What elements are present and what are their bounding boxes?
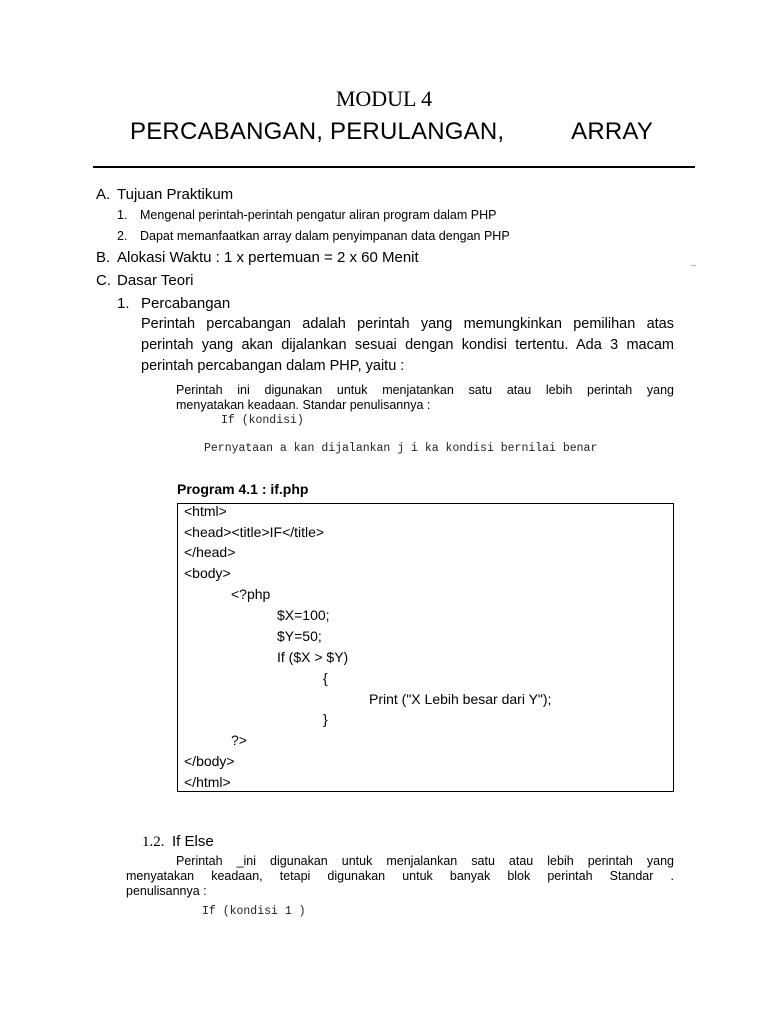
paragraph-line: menyatakan keadaan, tetapi digunakan untuk banyak blok perintah Standar .: [126, 869, 674, 883]
paragraph-line: perintah yang akan dijalankan sesuai dengan kondisi tertentu. Ada 3 macam: [141, 337, 674, 353]
code-line: $Y=50;: [277, 628, 322, 644]
if-description: [176, 383, 674, 413]
if-statement-note: Pernyataan a kan dijalankan j i ka kondisi bernilai benar: [204, 442, 598, 455]
paragraph-line: perintah percabangan dalam PHP, yaitu :: [141, 358, 405, 374]
code-line: Print ("X Lebih besar dari Y");: [369, 691, 552, 707]
subsection-number: 1.2.: [142, 834, 165, 850]
section-b-letter: B.: [96, 249, 111, 266]
code-line: <html>: [184, 503, 227, 519]
section-c-label: Dasar Teori: [117, 272, 194, 289]
code-line: ?>: [231, 732, 247, 748]
percabangan-paragraph: [141, 314, 674, 377]
section-b-label: Alokasi Waktu : 1 x pertemuan = 2 x 60 Menit: [117, 249, 419, 266]
module-number: MODUL 4: [335, 86, 433, 111]
section-a-letter: A.: [96, 186, 111, 203]
code-listing-box: [177, 503, 674, 792]
paragraph-line: penulisannya :: [126, 884, 207, 898]
list-item-number: 1.: [117, 208, 128, 222]
code-line: <head><title>IF</title>: [184, 524, 325, 540]
if-else-syntax: If (kondisi 1 ): [202, 905, 306, 918]
code-line: $X=100;: [277, 607, 330, 623]
subsection-heading: If Else: [172, 833, 214, 850]
section-c-letter: C.: [96, 272, 111, 289]
page-title: [130, 118, 653, 146]
code-line: </body>: [184, 753, 235, 769]
if-syntax: If (kondisi): [221, 414, 304, 427]
stray-mark: →: [689, 260, 697, 269]
subsection-number: 1.: [117, 295, 130, 312]
paragraph-line: Perintah ini digunakan untuk menjatankan satu atau lebih perintah yang: [176, 383, 674, 397]
paragraph-line: menyatakan keadaan. Standar penulisannya :: [176, 398, 431, 412]
title-word: PERCABANGAN,: [130, 118, 324, 145]
subsection-heading: Percabangan: [141, 295, 231, 312]
code-line: <?php: [231, 586, 271, 602]
title-word: ARRAY: [571, 118, 654, 145]
paragraph-line: Perintah percabangan adalah perintah yang memungkinkan pemilihan atas: [141, 316, 674, 332]
program-title: Program 4.1 : if.php: [177, 481, 309, 497]
section-a-label: Tujuan Praktikum: [117, 186, 234, 203]
code-line: If ($X > $Y): [277, 649, 349, 665]
code-line: {: [323, 670, 328, 686]
paragraph-line: Perintah _ini digunakan untuk menjalankan satu atau lebih perintah yang: [176, 854, 674, 868]
list-item-number: 2.: [117, 229, 128, 243]
list-item-text: Dapat memanfaatkan array dalam penyimpanan data dengan PHP: [140, 229, 510, 243]
list-item-text: Mengenal perintah-perintah pengatur aliran program dalam PHP: [140, 208, 497, 222]
code-line: </html>: [184, 774, 231, 790]
code-line: }: [323, 711, 328, 727]
code-line: <body>: [184, 565, 231, 581]
if-else-description: [126, 854, 674, 899]
title-word: PERULANGAN,: [330, 118, 505, 145]
code-line: </head>: [184, 544, 236, 560]
title-divider: [93, 166, 695, 168]
